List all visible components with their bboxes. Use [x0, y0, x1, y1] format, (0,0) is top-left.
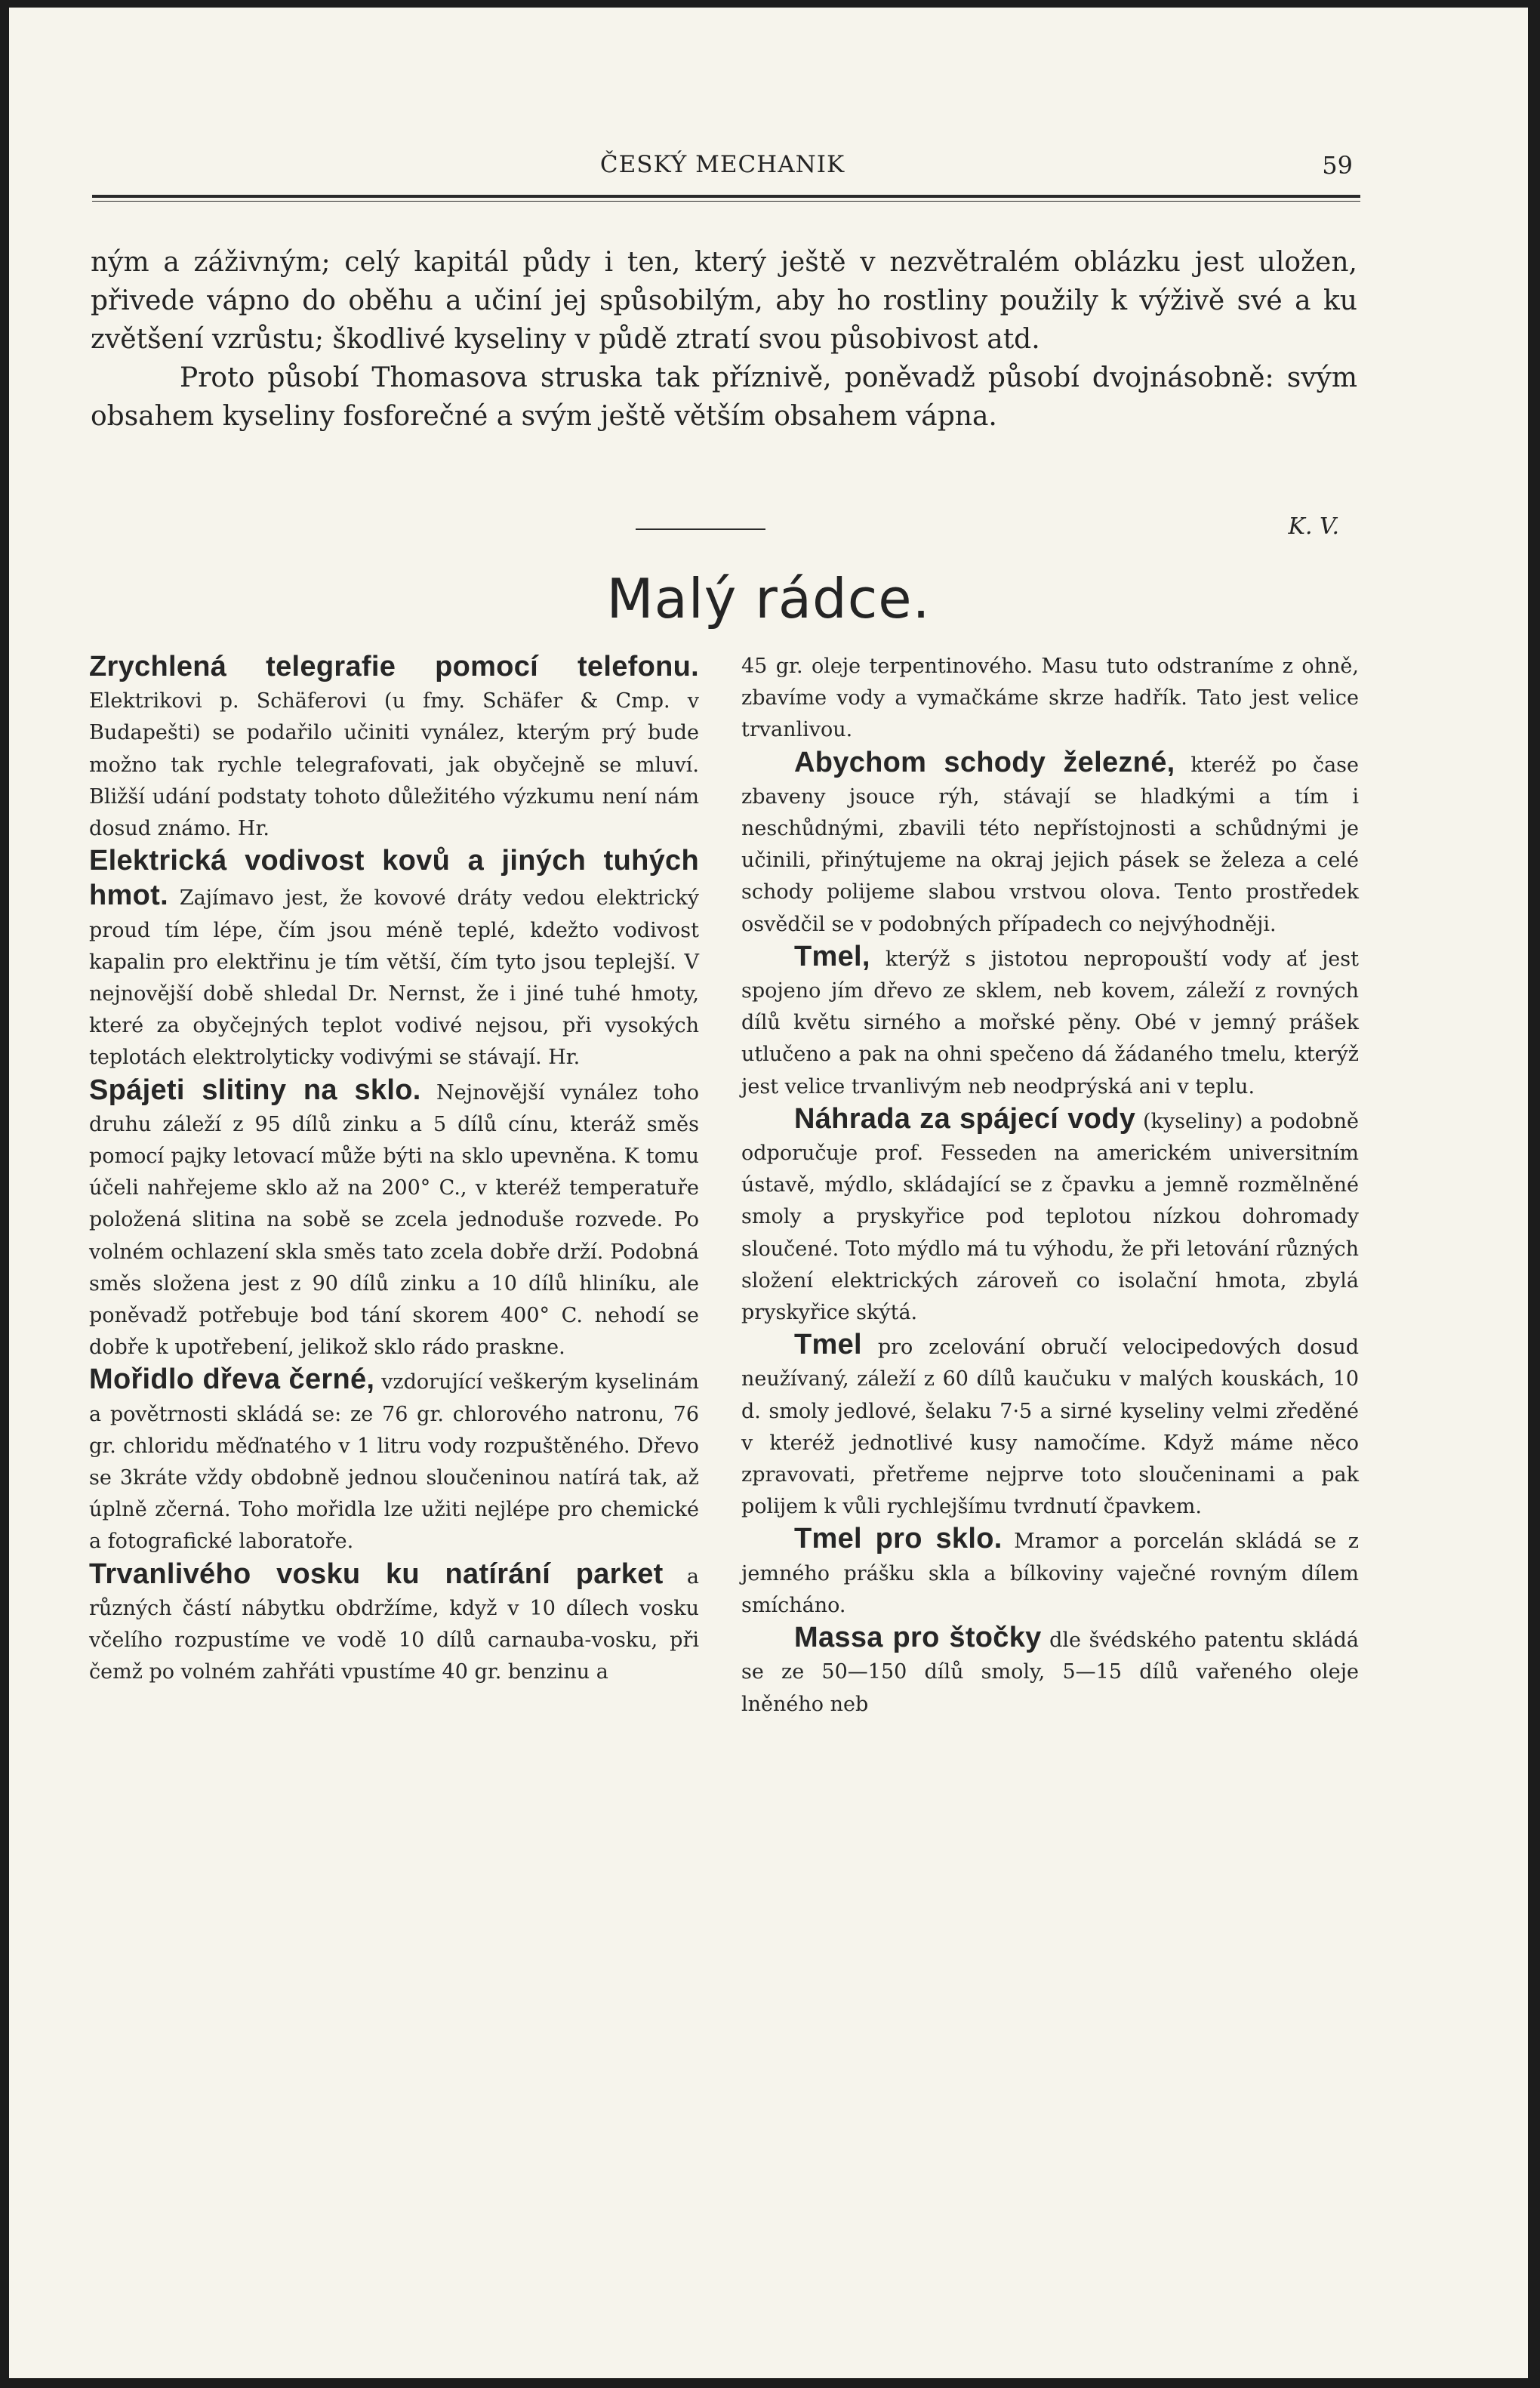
article-heading: Spájeti slitiny na sklo.	[89, 1074, 421, 1106]
author-signature: K. V.	[1288, 513, 1339, 540]
article-vosk	[89, 1558, 699, 1689]
article-massa	[741, 1622, 1359, 1721]
journal-title: ČESKÝ MECHANIK	[599, 151, 845, 178]
article-heading: Mořidlo dřeva černé,	[89, 1363, 375, 1396]
article-heading: Zrychlená telegrafie pomocí telefonu.	[89, 651, 699, 683]
article-body: kteréž po čase zbaveny jsouce rýh, stávají se hladkými a tím i neschůdnými, zbavili této nepřístojnosti a schůdnými je učinili, přinýtujeme na okraj jejich pásek se železa a celé schody polijeme slabou vrstvou olova. Tento prostředek osvědčil se v podobných případech co nejvýhodněji.	[741, 753, 1360, 936]
section-title: Malý rádce.	[606, 567, 931, 630]
article-vodivost	[89, 845, 699, 1074]
article-body: kterýž s jistotou nepropouští vody ať jest spojeno jím dřevo ze sklem, neb kovem, záleží z rovných dílů květu sirného a mořské pěny. Obé v jemný prášek utlučeno a pak na ohni spečeno dá žádaného tmelu, kterýž jest velice trvanlivým neb neodprýská ani v teplu.	[741, 947, 1359, 1098]
article-body: Zajímavo jest, že kovové dráty vedou elektrický proud tím lépe, čím jsou méně teplé, kdežto vodivost kapalin pro elektřinu je tím větší, čím tyto jsou teplejší. V nejnovější době shledal Dr. Nernst, že i jiné tuhé hmoty, které za obyčejných teplot vodivé nejsou, při vysokých teplotách elektrolyticky vodivými se stávají. Hr.	[89, 886, 699, 1070]
header-rule	[92, 195, 1360, 201]
article-heading: Trvanlivého vosku ku natírání parket	[89, 1558, 664, 1590]
article-body: (kyseliny) a podobně odporučuje prof. Fesseden na americkém universitním ústavě, mýdlo, skládající se z čpavku a jemně rozmělněné smoly a pryskyřice pod teplotou nízkou dohromady sloučené. Toto mýdlo má tu výhodu, že při letování různých složení elektrických zároveň co isolační hmota, zbylá pryskyřice skýtá.	[741, 1109, 1359, 1325]
intro-text	[91, 243, 1357, 436]
page	[9, 8, 1528, 2378]
article-body: a různých částí nábytku obdržíme, když v 10 dílech vosku včelího rozpustíme ve vodě 10 dílů carnauba-vosku, při čemž po volném zahřáti vpustíme 40 gr. benzinu a	[89, 1564, 699, 1684]
article-heading: Massa pro štočky	[794, 1622, 1042, 1654]
left-column	[89, 651, 699, 1689]
article-body: Elektrikovi p. Schäferovi (u fmy. Schäfer & Cmp. v Budapešti) se podařilo učiniti vynález, kterým prý bude možno tak rychle telegrafovati, jak obyčejně se mluví. Bližší udání podstaty tohoto důležitého výzkumu není nám dosud známo. Hr.	[89, 689, 699, 841]
intro-paragraph-1: ným a záživným; celý kapitál půdy i ten, který ještě v nezvětralém oblázku jest uložen, přivede vápno do oběhu a učiní jej spůsobilým, aby ho rostliny použily k výživě své a ku zvětšení vzrůstu; škodlivé kyseliny v půdě ztratí svou působivost atd.	[91, 247, 1357, 355]
article-heading: Tmel	[794, 1329, 862, 1361]
article-body: pro zcelování obručí velocipedových dosud neužívaný, záleží z 60 dílů kaučuku v malých kouskách, 10 d. smoly jedlové, šelaku 7·5 a sirné kyseliny velmi zředěné v kteréž jednotlivé kusy namočíme. Když máme něco zpravovati, přetřeme nejprve toto sloučeninami a pak polijem k vůli rychlejšímu tvrdnutí čpavkem.	[741, 1336, 1359, 1519]
article-body: Mramor a porcelán skládá se z jemného prášku skla a bílkoviny vaječné rovným dílem smícháno.	[741, 1530, 1359, 1617]
article-body: vzdorující veškerým kyselinám a povětrnosti skládá se: ze 76 gr. chlorového natronu, 76 gr. chloridu měďnatého v 1 litru vody rozpuštěného. Dřevo se 3kráte vždy obdobně jednou sloučeninou natírá tak, až úplně zčerná. Toho mořidla lze užiti nejlépe pro chemické a fotografické laboratoře.	[89, 1370, 700, 1554]
article-heading: Náhrada za spájecí vody	[794, 1102, 1136, 1135]
article-nahrada	[741, 1103, 1359, 1329]
article-heading: Tmel,	[794, 940, 870, 972]
running-header	[92, 151, 1353, 178]
article-body: Nejnovější vynález toho druhu záleží z 95 dílů zinku a 5 dílů cínu, kteráž směs pomocí pajky letovací může býti na sklo upevněna. K tomu účeli nahřejeme sklo až na 200° C., v kteréž temperatuře položená slitina na sobě se zcela jednoduše rozvede. Po volném ochlazení skla směs tato zcela dobře drží. Podobná směs složena jest z 90 dílů zinku a 10 dílů hliníku, ale poněvadž potřebuje bod tání skorem 400° C. nehodí se dobře k upotřebení, jelikož sklo rádo praskne.	[89, 1080, 700, 1360]
article-tmel-obruce	[741, 1329, 1359, 1523]
article-tmel-sklo	[741, 1523, 1359, 1622]
article-heading: Tmel pro sklo.	[794, 1523, 1003, 1555]
article-heading: Abychom schody železné,	[794, 746, 1175, 778]
page-number: 59	[1322, 151, 1353, 180]
article-body: 45 gr. oleje terpentinového. Masu tuto odstraníme z ohně, zbavíme vody a vymačkáme skrze hadřík. Tato jest velice trvanlivou.	[741, 655, 1359, 742]
article-moridlo	[89, 1363, 699, 1558]
article-vosk-continued	[741, 651, 1359, 747]
right-column	[741, 651, 1359, 1721]
article-heading: Elektrická vodivost kovů a jiných tuhých hmot.	[89, 845, 699, 912]
section-divider	[636, 528, 765, 530]
article-body: dle švédského patentu skládá se ze 50—150 dílů smoly, 5—15 dílů vařeného oleje lněného neb	[741, 1628, 1359, 1716]
article-tmel	[741, 941, 1359, 1103]
intro-paragraph-2: Proto působí Thomasova struska tak příznivě, poněvadž působí dvojnásobně: svým obsahem kyseliny fosforečné a svým ještě větším obsahem vápna.	[91, 362, 1357, 432]
article-schody	[741, 747, 1359, 941]
article-spajeti	[89, 1074, 699, 1364]
article-telegrafie	[89, 651, 699, 845]
